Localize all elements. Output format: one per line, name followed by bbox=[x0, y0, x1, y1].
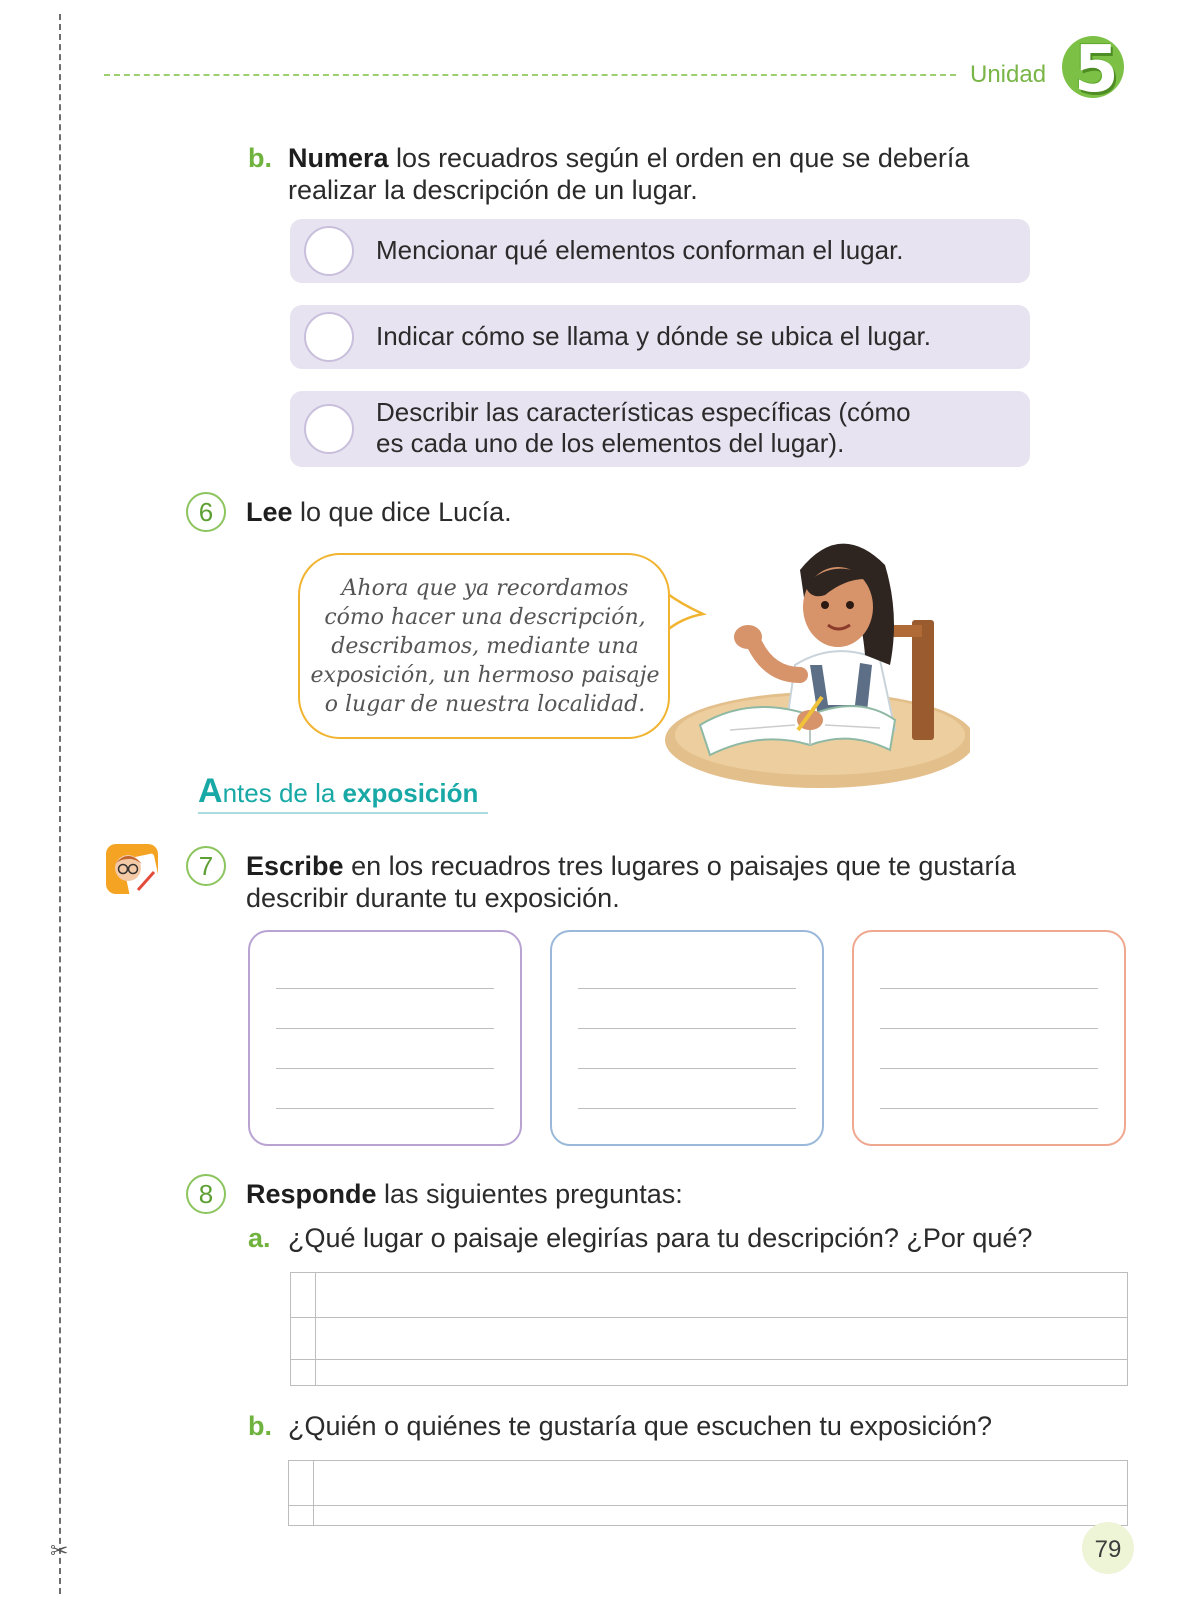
activity-number-7: 7 bbox=[186, 846, 226, 886]
activity-b-text-2: realizar la descripción de un lugar. bbox=[288, 175, 698, 205]
scissors-icon: ✂ bbox=[50, 1538, 69, 1563]
option-text: Mencionar qué elementos conforman el lugar. bbox=[376, 235, 904, 265]
activity-6-text: lo que dice Lucía. bbox=[292, 497, 512, 527]
section-title-initial: A bbox=[198, 772, 223, 810]
activity-8-verb: Responde bbox=[246, 1179, 377, 1209]
activity-b-verb: Numera bbox=[288, 143, 389, 173]
cut-line bbox=[59, 14, 61, 1594]
option-text bbox=[376, 397, 911, 459]
writing-child-icon bbox=[104, 842, 164, 900]
number-circle-input[interactable] bbox=[304, 226, 354, 276]
place-write-box-3[interactable] bbox=[852, 930, 1126, 1146]
speech-line: o lugar de nuestra localidad. bbox=[324, 692, 646, 717]
page-number: 79 bbox=[1094, 1536, 1122, 1563]
option-text-line: Describir las características específicas (cómo bbox=[376, 397, 911, 427]
speech-line: Ahora que ya recordamos bbox=[341, 576, 629, 601]
option-box-3 bbox=[290, 391, 1030, 467]
section-title-word1: ntes bbox=[222, 778, 272, 808]
number-circle-input[interactable] bbox=[304, 404, 354, 454]
activity-b-instruction bbox=[248, 142, 970, 174]
activity-number-8: 8 bbox=[186, 1174, 226, 1214]
activity-8-instruction bbox=[246, 1178, 683, 1210]
section-title-word2: de la bbox=[271, 778, 343, 808]
unit-label: Unidad bbox=[970, 61, 1047, 88]
option-box-2 bbox=[290, 305, 1030, 369]
option-text-line: es cada uno de los elementos del lugar). bbox=[376, 428, 845, 458]
speech-line: exposición, un hermoso paisaje bbox=[310, 663, 660, 688]
speech-line: describamos, mediante una bbox=[331, 634, 639, 659]
place-write-box-1[interactable] bbox=[248, 930, 522, 1146]
speech-text bbox=[310, 574, 660, 719]
speech-line: cómo hacer una descripción, bbox=[324, 605, 646, 630]
activity-8-text: las siguientes preguntas: bbox=[376, 1179, 683, 1209]
unit-number: 5 bbox=[1074, 33, 1119, 107]
option-text: Indicar cómo se llama y dónde se ubica el lugar. bbox=[376, 321, 931, 351]
question-b bbox=[248, 1410, 992, 1442]
girl-reading-illustration bbox=[660, 525, 970, 795]
activity-7-instruction bbox=[246, 850, 1016, 882]
activity-b-letter: b. bbox=[248, 143, 272, 173]
activity-b-text-1: los recuadros según el orden en que se debería bbox=[388, 143, 970, 173]
activity-7-text-1: en los recuadros tres lugares o paisajes que te gustaría bbox=[343, 851, 1016, 881]
activity-7-verb: Escribe bbox=[246, 851, 344, 881]
activity-6-instruction bbox=[246, 496, 512, 528]
question-b-text: ¿Quién o quiénes te gustaría que escuchen tu exposición? bbox=[288, 1411, 992, 1441]
section-underline bbox=[198, 812, 488, 814]
option-box-1 bbox=[290, 219, 1030, 283]
place-write-box-2[interactable] bbox=[550, 930, 824, 1146]
header-rule bbox=[104, 74, 956, 76]
question-a bbox=[248, 1222, 1033, 1254]
number-circle-input[interactable] bbox=[304, 312, 354, 362]
activity-7-text-2: describir durante tu exposición. bbox=[246, 883, 620, 913]
question-a-text: ¿Qué lugar o paisaje elegirías para tu descripción? ¿Por qué? bbox=[288, 1223, 1033, 1253]
section-title bbox=[198, 772, 478, 811]
question-a-letter: a. bbox=[248, 1223, 271, 1253]
activity-number-6: 6 bbox=[186, 492, 226, 532]
answer-area-b[interactable] bbox=[288, 1460, 1128, 1526]
section-title-word3: exposición bbox=[342, 778, 479, 808]
activity-6-verb: Lee bbox=[246, 497, 293, 527]
question-b-letter: b. bbox=[248, 1411, 272, 1441]
answer-area-a[interactable] bbox=[290, 1272, 1128, 1386]
